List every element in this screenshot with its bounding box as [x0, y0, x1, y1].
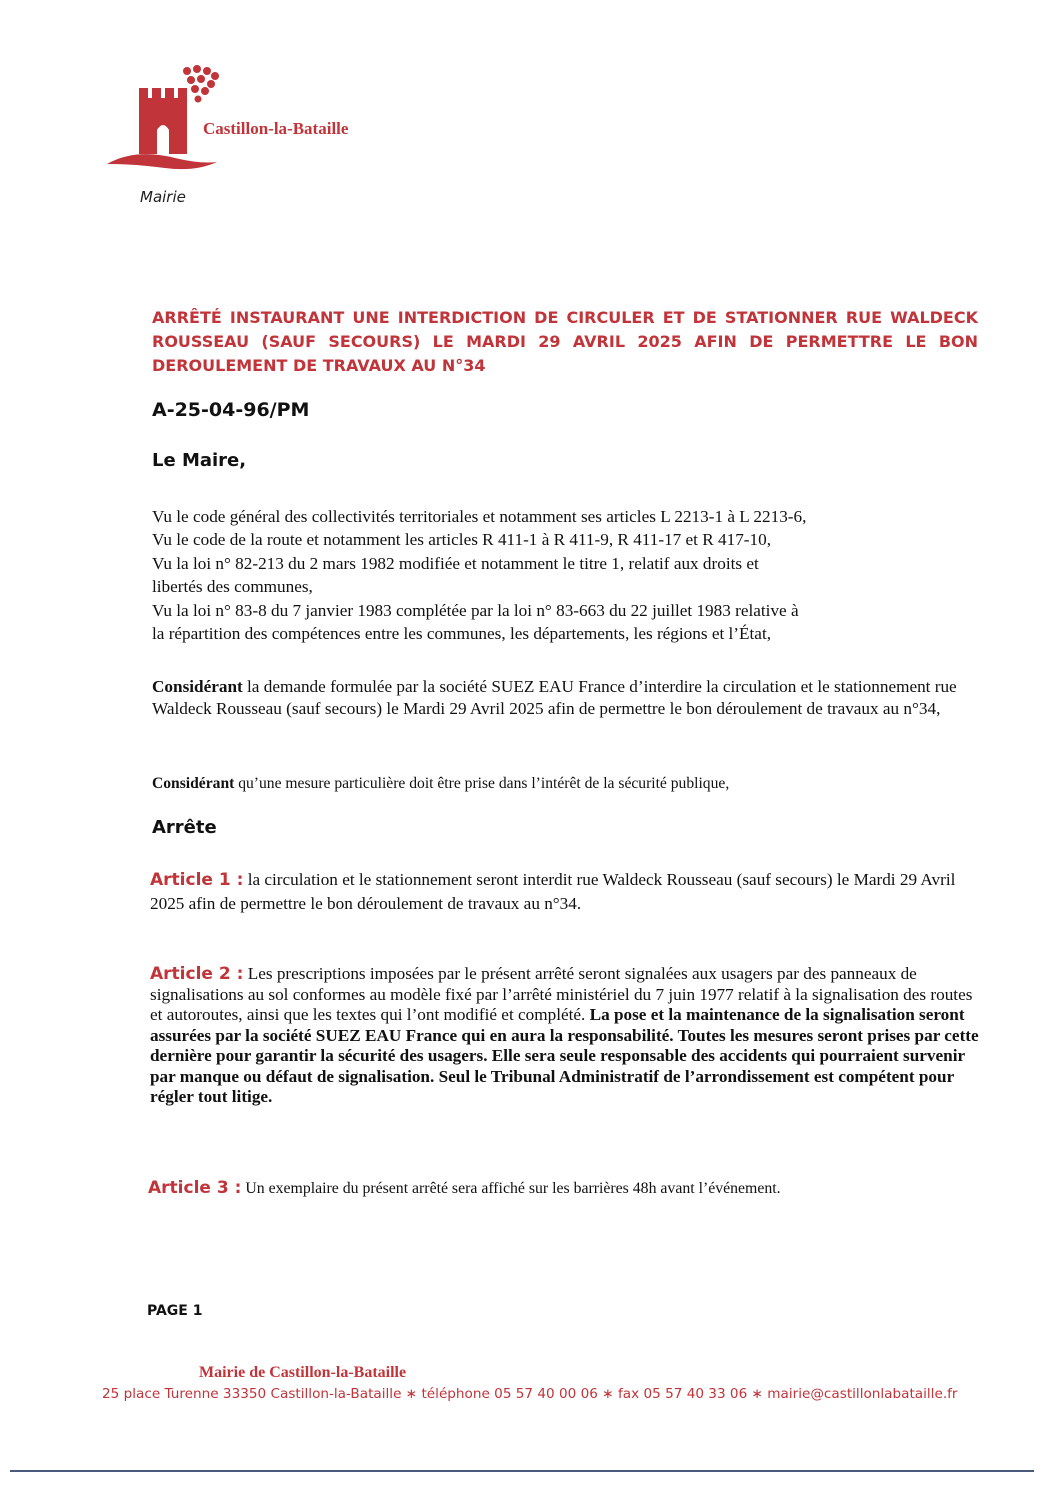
article-label: Article 2 : — [150, 964, 244, 984]
visa-line: la répartition des compétences entre les communes, les départements, les régions et l’État, — [152, 624, 772, 643]
page-number: PAGE 1 — [147, 1303, 203, 1319]
article-label: Article 1 : — [150, 870, 244, 890]
river-swoosh — [107, 154, 217, 169]
article-text: Les prescriptions imposées par le présent arrêté seront signalées aux usagers par des panneaux de signalisations au sol conformes au modèle fixé par l’arrêté ministériel du 7 juin 1977 relatif à la signalisation des routes et autoroutes, ainsi que les textes qui l’ont modifié et complété. — [150, 964, 973, 1024]
visa-line: Vu la loi n° 83-8 du 7 janvier 1983 complétée par la loi n° 83-663 du 22 juillet 1983 relative à — [152, 601, 799, 620]
considerant-text: qu’une mesure particulière doit être prise dans l’intérêt de la sécurité publique, — [234, 775, 730, 792]
considerant-paragraph — [152, 773, 982, 795]
opening-heading: Le Maire, — [152, 450, 247, 471]
decree-reference: A-25-04-96/PM — [152, 399, 310, 421]
article-1 — [150, 868, 980, 916]
visa-line: Vu le code de la route et notamment les articles R 411-1 à R 411-9, R 411-17 et R 417-10, — [152, 530, 771, 549]
visa-line: libertés des communes, — [152, 577, 313, 596]
tower-door — [157, 125, 169, 154]
considerant-text: la demande formulée par la société SUEZ EAU France d’interdire la circulation et le stationnement rue Waldeck Rousseau (sauf secours) le Mardi 29 Avril 2025 afin de permettre le bon déroulement de travaux au n°34, — [152, 677, 957, 718]
considerant-paragraph — [152, 676, 982, 720]
article-text: la circulation et le stationnement seront interdit rue Waldeck Rousseau (sauf secours) le Mardi 29 Avril 2025 afin de permettre le bon déroulement de travaux au n°34. — [150, 870, 956, 913]
considerant-keyword: Considérant — [152, 677, 243, 696]
arrete-heading: Arrête — [152, 817, 217, 838]
visa-line: Vu le code général des collectivités territoriales et notamment ses articles L 2213-1 à L 2213-6, — [152, 507, 807, 526]
visa-line: Vu la loi n° 82-213 du 2 mars 1982 modifiée et notamment le titre 1, relatif aux droits et — [152, 554, 759, 573]
considerant-keyword: Considérant — [152, 775, 235, 792]
article-2 — [150, 964, 980, 1108]
grapes-icon — [183, 65, 219, 103]
article-bold-text: La pose et la maintenance de la signalisation seront assurées par la société SUEZ EAU France qui en aura la responsabilité. Toutes les mesures seront prises par cette dernière pour garantir la sécurité des usagers. Elle sera seule responsable des accidents qui pourraient survenir par manque ou défaut de signalisation. Seul le Tribunal Administratif de l’arrondissement est compétent pour régler tout litige. — [150, 1005, 979, 1106]
article-text: Un exemplaire du présent arrêté sera affiché sur les barrières 48h avant l’événement. — [241, 1180, 781, 1197]
logo-subtitle: Mairie — [140, 188, 186, 206]
footer-title: Mairie de Castillon-la-Bataille — [199, 1364, 407, 1381]
bottom-divider — [10, 1470, 1034, 1472]
footer-contact-line: 25 place Turenne 33350 Castillon-la-Bataille ∗ téléphone 05 57 40 00 06 ∗ fax 05 57 40 33 06 ∗ mairie@castillonlabataille.fr — [102, 1386, 958, 1402]
document-title: ARRÊTÉ INSTAURANT UNE INTERDICTION DE CIRCULER ET DE STATIONNER RUE WALDECK ROUSSEAU (SAUF SECOURS) LE MARDI 29 AVRIL 2025 AFIN DE PERMETTRE LE BON DEROULEMENT DE TRAVAUX AU N°34 — [152, 308, 978, 375]
article-label: Article 3 : — [148, 1178, 242, 1198]
logo-town-name: Castillon-la-Bataille — [203, 119, 349, 138]
article-3 — [148, 1177, 988, 1200]
